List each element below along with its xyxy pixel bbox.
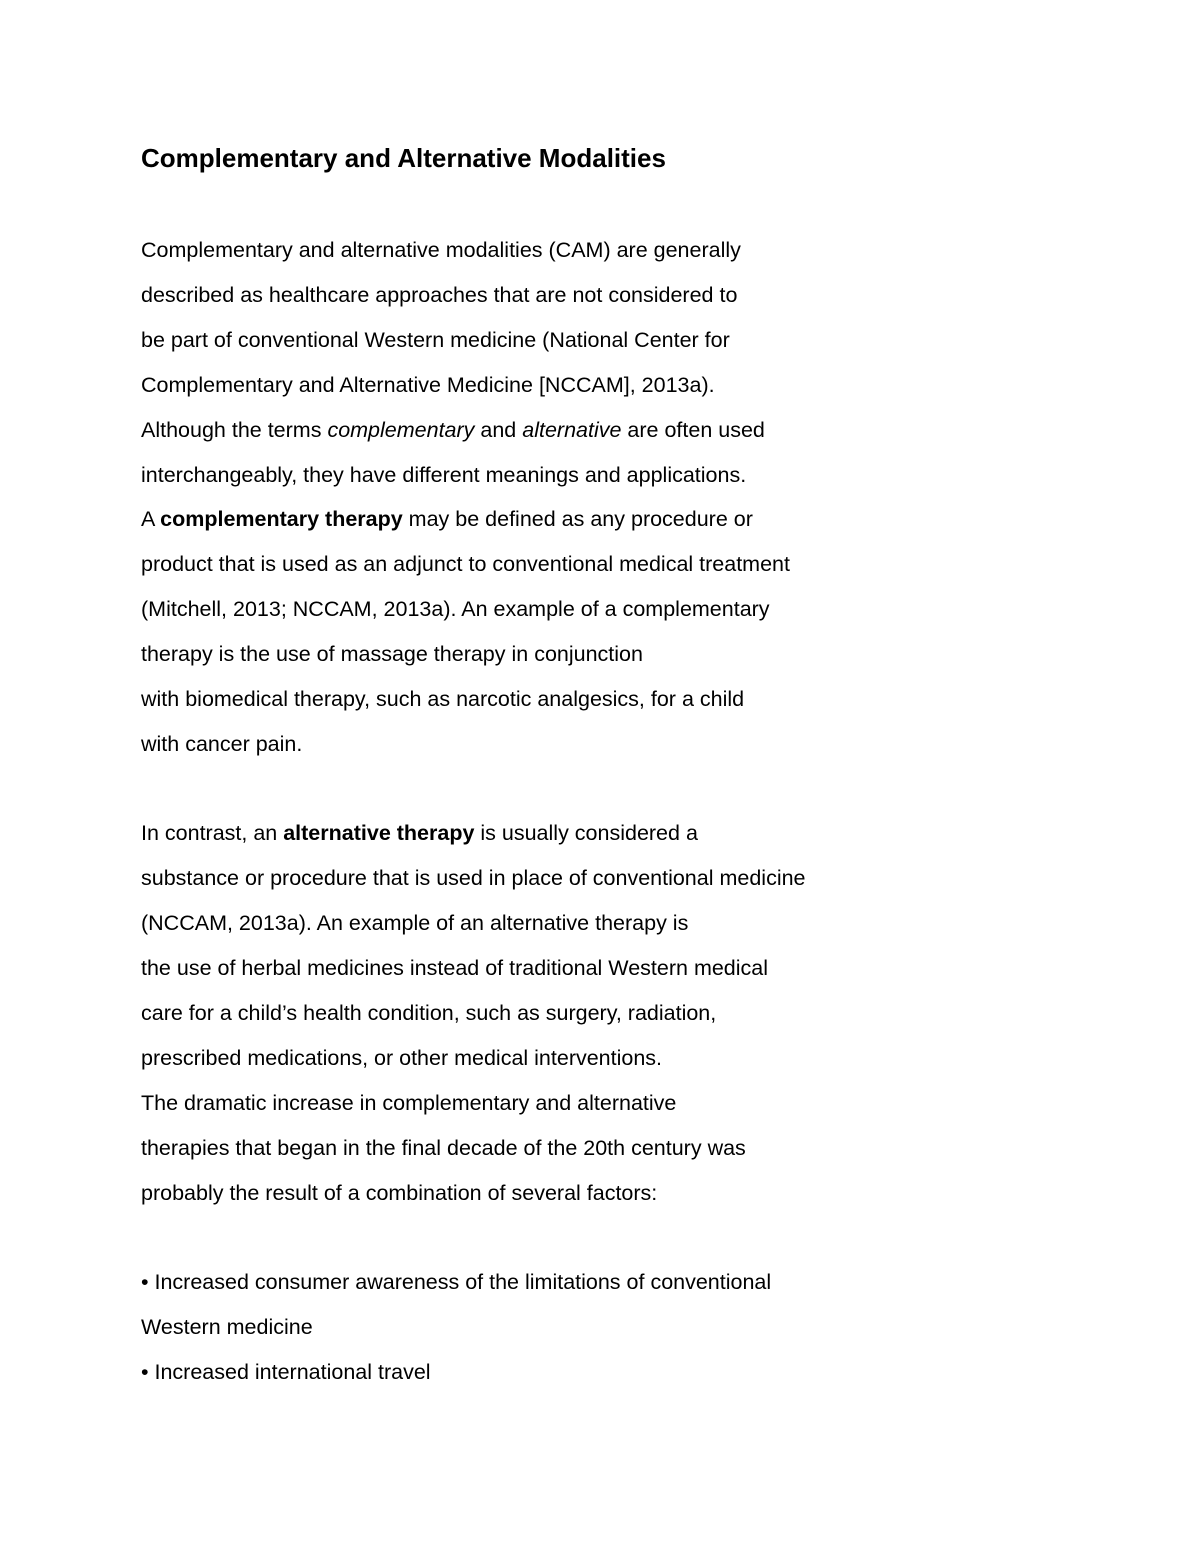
- text-segment: Although the terms: [141, 418, 328, 442]
- text-line: [141, 549, 790, 579]
- text-line: [141, 1267, 771, 1297]
- text-line: [141, 460, 746, 490]
- text-line: [141, 998, 716, 1028]
- italic-term: alternative: [522, 418, 622, 442]
- text-segment: therapy is the use of massage therapy in conjunction: [141, 642, 643, 666]
- text-line: [141, 818, 698, 848]
- text-line: [141, 370, 715, 400]
- document-title: Complementary and Alternative Modalities: [141, 143, 666, 173]
- text-segment: A: [141, 507, 161, 531]
- text-segment: described as healthcare approaches that are not considered to: [141, 283, 738, 307]
- text-segment: (Mitchell, 2013; NCCAM, 2013a). An example of a complementary: [141, 597, 770, 621]
- text-segment: may be defined as any procedure or: [402, 507, 753, 531]
- text-line: [141, 1043, 662, 1073]
- text-line: [141, 684, 744, 714]
- text-segment: with cancer pain.: [141, 732, 303, 756]
- text-line: [141, 415, 765, 445]
- text-segment: • Increased international travel: [141, 1360, 431, 1384]
- text-line: [141, 639, 643, 669]
- text-segment: with biomedical therapy, such as narcotic analgesics, for a child: [141, 687, 745, 711]
- text-segment: and: [474, 418, 523, 442]
- text-segment: care for a child’s health condition, such as surgery, radiation,: [141, 1001, 717, 1025]
- text-line: [141, 908, 688, 938]
- text-segment: interchangeably, they have different meanings and applications.: [141, 463, 747, 487]
- text-segment: product that is used as an adjunct to conventional medical treatment: [141, 552, 790, 576]
- text-segment: • Increased consumer awareness of the limitations of conventional: [141, 1270, 772, 1294]
- text-segment: The dramatic increase in complementary and alternative: [141, 1091, 677, 1115]
- text-line: [141, 729, 302, 759]
- text-line: [141, 325, 730, 355]
- text-line: [141, 1357, 431, 1387]
- text-line: [141, 1178, 657, 1208]
- text-segment: the use of herbal medicines instead of traditional Western medical: [141, 956, 769, 980]
- text-segment: probably the result of a combination of several factors:: [141, 1181, 658, 1205]
- text-line: [141, 594, 770, 624]
- text-segment: therapies that began in the final decade of the 20th century was: [141, 1136, 746, 1160]
- text-segment: is usually considered a: [474, 821, 698, 845]
- text-segment: be part of conventional Western medicine (National Center for: [141, 328, 730, 352]
- text-line: [141, 1312, 313, 1342]
- text-line: [141, 504, 753, 534]
- text-segment: prescribed medications, or other medical interventions.: [141, 1046, 663, 1070]
- text-line: [141, 280, 737, 310]
- text-segment: Western medicine: [141, 1315, 313, 1339]
- text-segment: In contrast, an: [141, 821, 284, 845]
- text-line: [141, 863, 806, 893]
- italic-term: complementary: [327, 418, 475, 442]
- text-segment: substance or procedure that is used in place of conventional medicine: [141, 866, 806, 890]
- text-segment: are often used: [621, 418, 765, 442]
- text-line: [141, 1088, 676, 1118]
- bold-term: complementary therapy: [160, 507, 403, 531]
- text-segment: (NCCAM, 2013a). An example of an alternative therapy is: [141, 911, 689, 935]
- text-segment: Complementary and Alternative Medicine [NCCAM], 2013a).: [141, 373, 715, 397]
- text-line: [141, 1133, 746, 1163]
- text-line: [141, 235, 741, 265]
- text-line: [141, 953, 768, 983]
- text-segment: Complementary and alternative modalities (CAM) are generally: [141, 238, 741, 262]
- bold-term: alternative therapy: [283, 821, 475, 845]
